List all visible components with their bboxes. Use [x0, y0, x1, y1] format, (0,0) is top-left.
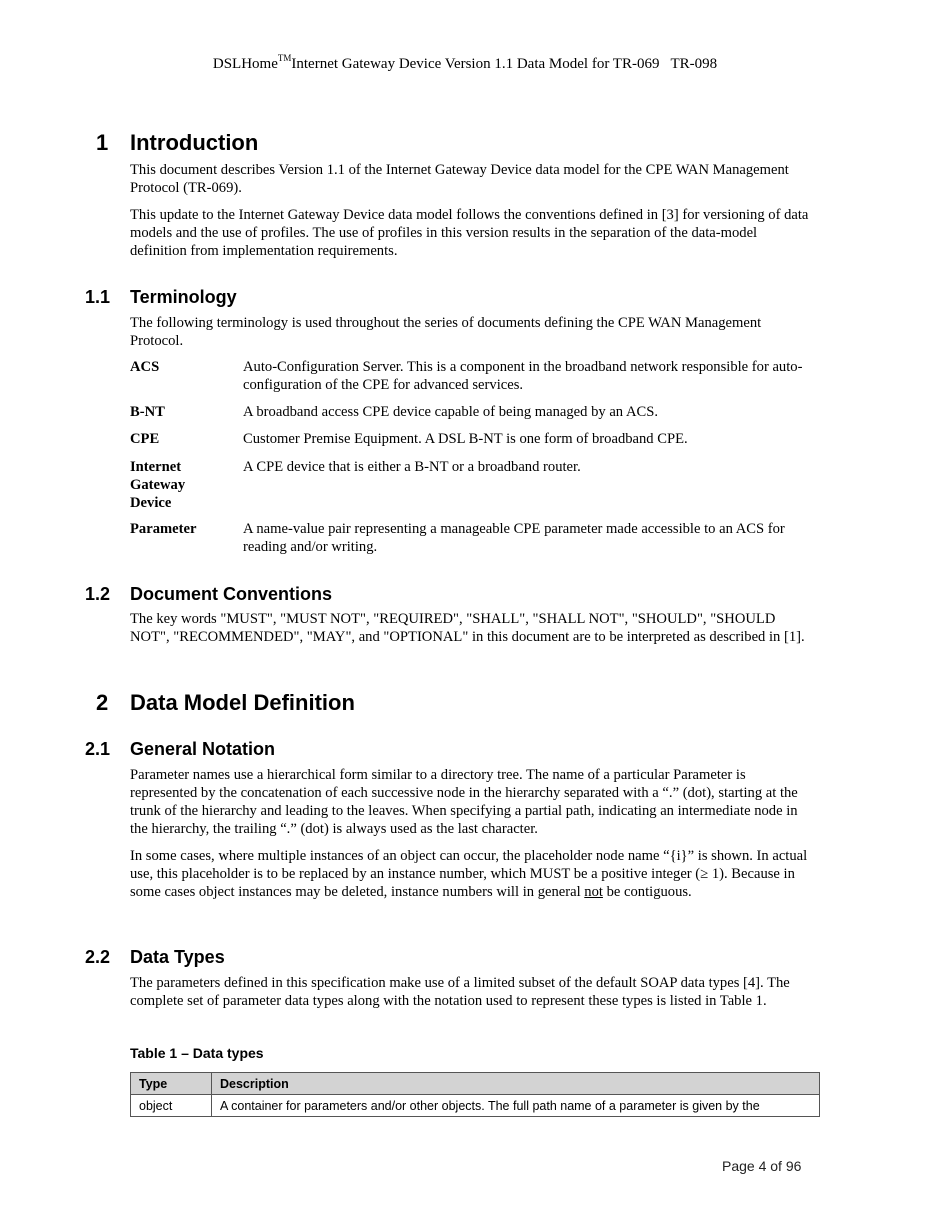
section-heading-document-conventions	[85, 584, 332, 605]
notation-paragraph-1: Parameter names use a hierarchical form similar to a directory tree. The name of a particular Parameter is represented by the concatenation of each successive node in the hierarchy separated with a “.” (dot), starting at the trunk of the hierarchy and leading to the leaves. When specifying a partial path, indicating an intermediate node in the hierarchy, the trailing “.” (dot) is always used as the last character.	[130, 767, 798, 837]
emphasis-not: not	[584, 884, 603, 900]
term-definition: Auto-Configuration Server. This is a component in the broadband network responsible for auto-configuration of the CPE for advanced services.	[243, 359, 803, 393]
table-header-row	[131, 1073, 820, 1095]
intro-paragraph-2: This update to the Internet Gateway Device data model follows the conventions defined in [3] for versioning of data models and the use of profiles. The use of profiles in this version results in the separation of the data-model definition from implementation requirements.	[130, 207, 809, 259]
column-header-type: Type	[131, 1073, 212, 1095]
data-types-paragraph: The parameters defined in this specification make use of a limited subset of the default SOAP data types [4]. The complete set of parameter data types along with the notation used to represent these types is listed in Table 1.	[130, 975, 790, 1009]
section-heading-data-model-definition	[96, 690, 355, 716]
section-number: 1.1	[85, 287, 111, 307]
section-heading-general-notation	[85, 739, 275, 760]
section-number: 1.2	[85, 584, 111, 604]
trademark-mark: TM	[277, 53, 292, 63]
section-title: Terminology	[130, 287, 237, 307]
header-title: Internet Gateway Device Version 1.1 Data Model for TR-069	[291, 56, 660, 72]
term-definition: A broadband access CPE device capable of being managed by an ACS.	[243, 404, 658, 420]
term-name: Parameter	[130, 521, 197, 537]
cell-description: A container for parameters and/or other objects. The full path name of a parameter is given by the	[212, 1095, 820, 1117]
table-caption: Table 1 – Data types	[130, 1045, 264, 1061]
notation-paragraph-2	[130, 847, 810, 901]
table-row	[131, 1095, 820, 1117]
section-number: 1	[96, 130, 109, 155]
term-definition: A name-value pair representing a manageable CPE parameter made accessible to an ACS for reading and/or writing.	[243, 521, 785, 555]
header-doc-id: TR-098	[670, 56, 718, 72]
term-name: CPE	[130, 431, 160, 447]
terminology-intro: The following terminology is used throughout the series of documents defining the CPE WAN Management Protocol.	[130, 315, 762, 349]
section-number: 2.2	[85, 947, 111, 967]
column-header-description: Description	[212, 1073, 820, 1095]
cell-type: object	[131, 1095, 212, 1117]
page-header	[0, 54, 930, 73]
section-title: Data Types	[130, 947, 225, 967]
term-name: B-NT	[130, 404, 165, 420]
section-heading-terminology	[85, 287, 237, 308]
header-prefix: DSLHome	[212, 56, 278, 72]
term-definition: Customer Premise Equipment. A DSL B-NT is one form of broadband CPE.	[243, 431, 688, 447]
section-title: General Notation	[130, 739, 276, 759]
section-title: Introduction	[130, 130, 259, 155]
page-number: Page 4 of 96	[722, 1158, 802, 1174]
section-title: Document Conventions	[130, 584, 333, 604]
section-number: 2	[96, 690, 109, 715]
term-name: Internet Gateway Device	[130, 459, 186, 511]
intro-paragraph-1: This document describes Version 1.1 of the Internet Gateway Device data model for the CPE WAN Management Protocol (TR-069).	[130, 162, 789, 196]
section-heading-data-types	[85, 947, 225, 968]
section-title: Data Model Definition	[130, 690, 355, 715]
term-name: ACS	[130, 359, 160, 375]
notation-text: In some cases, where multiple instances of an object can occur, the placeholder node name “{i}” is shown. In actual use, this placeholder is to be replaced by an instance number, which MUST be a positive integer (≥ 1). Because in some cases object instances may be deleted, instance numbers will in general	[130, 848, 808, 900]
data-types-table	[130, 1072, 820, 1117]
term-definition: A CPE device that is either a B-NT or a broadband router.	[243, 459, 581, 475]
section-heading-introduction	[96, 130, 258, 156]
notation-text: be contiguous.	[602, 884, 692, 900]
conventions-paragraph: The key words "MUST", "MUST NOT", "REQUIRED", "SHALL", "SHALL NOT", "SHOULD", "SHOULD NOT", "RECOMMENDED", "MAY", and "OPTIONAL" in this document are to be interpreted as described in [1].	[130, 611, 805, 645]
section-number: 2.1	[85, 739, 111, 759]
